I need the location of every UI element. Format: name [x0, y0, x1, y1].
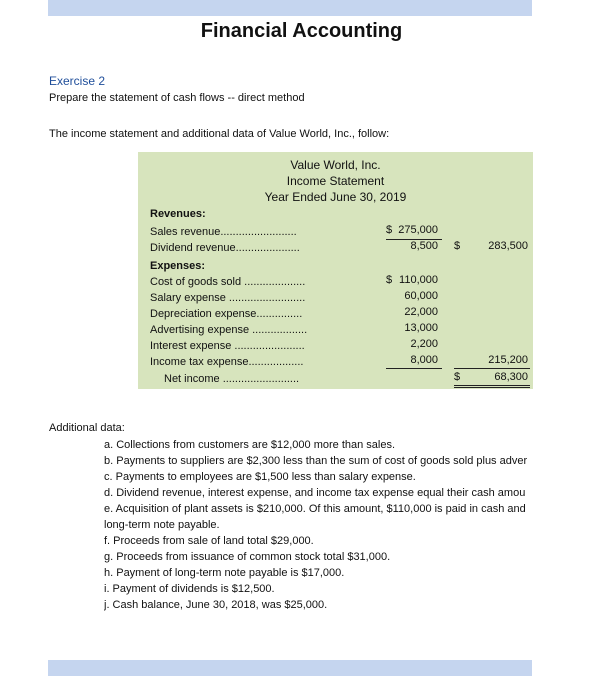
- income-statement: [138, 152, 533, 389]
- salary-expense-label: Salary expense .........................: [150, 292, 306, 304]
- list-item: a. Collections from customers are $12,000 more than sales.: [104, 439, 396, 451]
- list-item: i. Payment of dividends is $12,500.: [104, 583, 275, 595]
- list-item: c. Payments to employees are $1,500 less than salary expense.: [104, 471, 416, 483]
- underline: [386, 239, 442, 240]
- company-name: Value World, Inc.: [290, 158, 381, 172]
- additional-data-list: [104, 437, 536, 613]
- intro-text: The income statement and additional data of Value World, Inc., follow:: [49, 128, 390, 140]
- revenues-heading: Revenues:: [150, 208, 206, 220]
- dollar-sign: $: [454, 240, 461, 252]
- dollar-sign: $: [386, 224, 393, 236]
- underline: [454, 368, 530, 369]
- statement-period: Year Ended June 30, 2019: [264, 190, 407, 204]
- salary-expense-amount: 60,000: [404, 290, 438, 302]
- underline: [386, 368, 442, 369]
- sales-revenue-label: Sales revenue.........................: [150, 226, 297, 238]
- income-tax-expense-amount: 8,000: [410, 354, 438, 366]
- double-underline: [454, 387, 530, 388]
- net-income-amount: 68,300: [494, 371, 528, 383]
- top-banner: [48, 0, 532, 16]
- total-expenses-amount: 215,200: [488, 354, 528, 366]
- income-tax-expense-label: Income tax expense..................: [150, 356, 304, 368]
- double-underline: [454, 385, 530, 386]
- dividend-revenue-amount: 8,500: [410, 240, 438, 252]
- total-revenue-amount: 283,500: [488, 240, 528, 252]
- list-item: j. Cash balance, June 30, 2018, was $25,000.: [104, 599, 328, 611]
- list-item: h. Payment of long-term note payable is $17,000.: [104, 567, 345, 579]
- bottom-banner: [48, 660, 532, 676]
- dollar-sign: $: [454, 371, 461, 383]
- advertising-expense-label: Advertising expense ..................: [150, 324, 308, 336]
- page-title: Financial Accounting: [200, 20, 403, 42]
- list-item: g. Proceeds from issuance of common stock total $31,000.: [104, 551, 391, 563]
- cogs-amount: 110,000: [399, 274, 438, 286]
- interest-expense-amount: 2,200: [410, 338, 438, 350]
- advertising-expense-amount: 13,000: [404, 322, 438, 334]
- expenses-heading: Expenses:: [150, 260, 206, 272]
- statement-name: Income Statement: [286, 174, 385, 188]
- depreciation-expense-amount: 22,000: [404, 306, 438, 318]
- dividend-revenue-label: Dividend revenue.....................: [150, 242, 300, 254]
- exercise-title: Exercise 2: [49, 74, 106, 88]
- depreciation-expense-label: Depreciation expense...............: [150, 308, 303, 320]
- list-item: b. Payments to suppliers are $2,300 less than the sum of cost of goods sold plus adver: [104, 455, 528, 467]
- sales-revenue-amount: 275,000: [398, 224, 438, 236]
- list-item: d. Dividend revenue, interest expense, and income tax expense equal their cash amou: [104, 487, 526, 499]
- cogs-label: Cost of goods sold ....................: [150, 276, 306, 288]
- list-item: f. Proceeds from sale of land total $29,000.: [104, 535, 314, 547]
- exercise-instruction: Prepare the statement of cash flows -- direct method: [49, 92, 305, 104]
- additional-data-label: Additional data:: [49, 422, 125, 434]
- dollar-sign: $: [386, 274, 393, 286]
- interest-expense-label: Interest expense .......................: [150, 340, 305, 352]
- list-item: e. Acquisition of plant assets is $210,000. Of this amount, $110,000 is paid in cash and long-term note payable.: [104, 503, 526, 531]
- net-income-label: Net income .........................: [164, 373, 300, 385]
